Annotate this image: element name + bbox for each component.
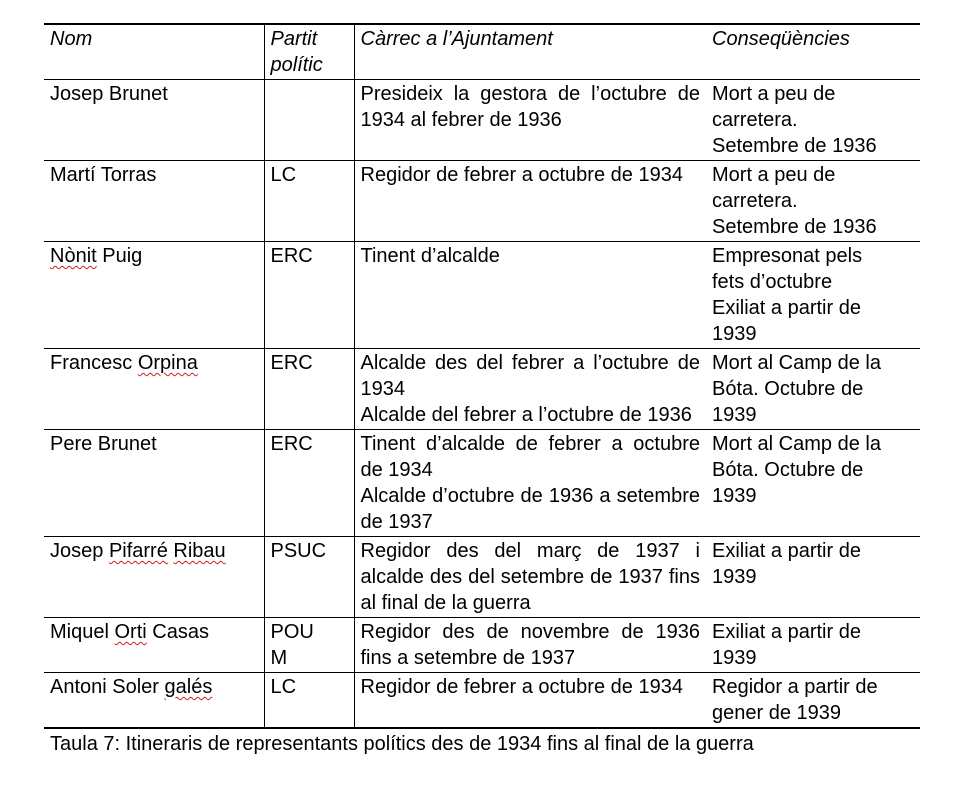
name-part: Casas: [146, 621, 209, 643]
partit-line: ERC: [270, 245, 313, 267]
consequencies-line: fets d’octubre: [712, 271, 833, 293]
cell-partit: [264, 161, 354, 242]
consequencies-line: 1939: [712, 647, 757, 669]
cell-nom: [44, 430, 264, 537]
name-part: Miquel: [50, 621, 115, 643]
name-part-spellcheck: Pifarré: [108, 540, 168, 562]
consequencies-line: carretera.: [712, 190, 798, 212]
cell-partit: [264, 80, 354, 161]
table-row: [44, 80, 920, 161]
name-part-spellcheck: Orti: [114, 621, 147, 643]
header-consequencies: Conseqüències: [706, 24, 920, 80]
carrec-paragraph: Alcalde des del febrer a l’octubre de 1934: [360, 352, 700, 400]
consequencies-line: gener de 1939: [712, 702, 842, 724]
cell-carrec: [354, 80, 706, 161]
carrec-paragraph: Regidor de febrer a octubre de 1934: [360, 676, 683, 698]
cell-nom: [44, 161, 264, 242]
consequencies-line: 1939: [712, 323, 757, 345]
cell-carrec: [354, 618, 706, 673]
table-body: [44, 80, 920, 729]
cell-nom: [44, 242, 264, 349]
table-caption: Taula 7: Itineraris de representants polítics des de 1934 fins al final de la guerra: [50, 733, 754, 755]
cell-carrec: [354, 242, 706, 349]
cell-consequencies: [706, 673, 920, 729]
name-part-spellcheck: galés: [164, 676, 213, 698]
cell-consequencies: [706, 161, 920, 242]
consequencies-line: Exiliat a partir de: [712, 540, 861, 562]
consequencies-line: Bóta. Octubre de: [712, 459, 864, 481]
consequencies-line: Exiliat a partir de: [712, 297, 861, 319]
consequencies-line: Mort a peu de: [712, 164, 836, 186]
table-row: [44, 242, 920, 349]
cell-carrec: [354, 349, 706, 430]
header-partit-line: Partit: [270, 28, 318, 50]
consequencies-line: carretera.: [712, 109, 798, 131]
name-part: Josep Brunet: [50, 83, 168, 105]
consequencies-line: Mort al Camp de la: [712, 433, 881, 455]
cell-consequencies: [706, 430, 920, 537]
header-row: [44, 24, 920, 80]
cell-consequencies: [706, 80, 920, 161]
name-part-spellcheck: Orpina: [137, 352, 198, 374]
carrec-paragraph: Regidor des del març de 1937 i alcalde des del setembre de 1937 fins al final de la guerra: [360, 540, 700, 614]
consequencies-line: Regidor a partir de: [712, 676, 878, 698]
name-part: Antoni Soler: [50, 676, 165, 698]
table-row: [44, 618, 920, 673]
consequencies-line: Mort al Camp de la: [712, 352, 881, 374]
name-part-spellcheck: Nònit: [50, 245, 97, 267]
header-nom: Nom: [44, 24, 264, 80]
partit-line: M: [270, 647, 288, 669]
cell-consequencies: [706, 537, 920, 618]
name-part: Francesc: [50, 352, 138, 374]
cell-partit: [264, 349, 354, 430]
partit-line: LC: [270, 676, 297, 698]
cell-partit: [264, 242, 354, 349]
consequencies-line: Mort a peu de: [712, 83, 836, 105]
header-partit: [264, 24, 354, 80]
cell-partit: [264, 537, 354, 618]
cell-consequencies: [706, 349, 920, 430]
cell-nom: [44, 537, 264, 618]
name-part: Josep: [50, 540, 109, 562]
carrec-paragraph: Presideix la gestora de l’octubre de 1934 al febrer de 1936: [360, 83, 700, 131]
partit-line: ERC: [270, 433, 313, 455]
carrec-paragraph: Tinent d’alcalde de febrer a octubre de 1934: [360, 433, 700, 481]
cell-partit: [264, 618, 354, 673]
carrec-paragraph: Alcalde d’octubre de 1936 a setembre de 1937: [360, 485, 700, 533]
header-carrec: Càrrec a l’Ajuntament: [354, 24, 706, 80]
consequencies-line: Setembre de 1936: [712, 216, 877, 238]
name-part: Puig: [96, 245, 143, 267]
cell-partit: [264, 673, 354, 729]
carrec-paragraph: Alcalde del febrer a l’octubre de 1936: [360, 404, 692, 426]
cell-nom: [44, 80, 264, 161]
table-row: [44, 430, 920, 537]
consequencies-line: Empresonat pels: [712, 245, 863, 267]
cell-consequencies: [706, 242, 920, 349]
consequencies-line: Setembre de 1936: [712, 135, 877, 157]
table-row: [44, 537, 920, 618]
cell-carrec: [354, 161, 706, 242]
consequencies-line: 1939: [712, 404, 757, 426]
table-header: [44, 24, 920, 80]
consequencies-line: Bóta. Octubre de: [712, 378, 864, 400]
carrec-paragraph: Regidor des de novembre de 1936 fins a setembre de 1937: [360, 621, 700, 669]
cell-carrec: [354, 537, 706, 618]
name-part: Pere Brunet: [50, 433, 157, 455]
consequencies-line: 1939: [712, 485, 757, 507]
cell-carrec: [354, 430, 706, 537]
cell-consequencies: [706, 618, 920, 673]
partit-line: POU: [270, 621, 314, 643]
name-part: Martí Torras: [50, 164, 157, 186]
table-row: [44, 349, 920, 430]
carrec-paragraph: Tinent d’alcalde: [360, 245, 500, 267]
cell-nom: [44, 673, 264, 729]
document-page: [44, 23, 920, 757]
consequencies-line: 1939: [712, 566, 757, 588]
table-row: [44, 673, 920, 729]
cell-nom: [44, 618, 264, 673]
consequencies-line: Exiliat a partir de: [712, 621, 861, 643]
cell-carrec: [354, 673, 706, 729]
table-row: [44, 161, 920, 242]
politicians-table: [44, 23, 920, 729]
partit-line: ERC: [270, 352, 313, 374]
cell-nom: [44, 349, 264, 430]
partit-line: PSUC: [270, 540, 327, 562]
partit-line: LC: [270, 164, 297, 186]
cell-partit: [264, 430, 354, 537]
carrec-paragraph: Regidor de febrer a octubre de 1934: [360, 164, 683, 186]
header-partit-line: polític: [270, 54, 323, 76]
name-part-spellcheck: Ribau: [173, 540, 226, 562]
